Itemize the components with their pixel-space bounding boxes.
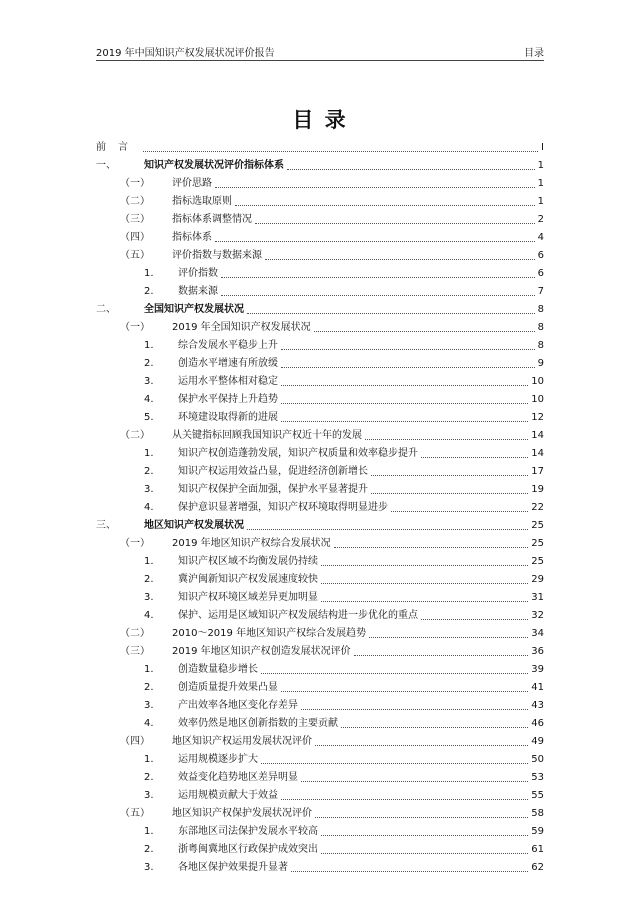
toc-entry-title: 地区知识产权运用发展状况评价 (172, 736, 312, 747)
toc-dot-leader (421, 619, 528, 620)
toc-dot-leader (281, 799, 528, 800)
toc-entry-number: 3. (144, 700, 154, 711)
toc-entry-page: 6 (537, 268, 544, 279)
toc-entry-number: 1. (144, 556, 154, 567)
toc-entry-title: 综合发展水平稳步上升 (178, 340, 278, 351)
toc-entry-page: 8 (537, 304, 544, 315)
toc-entry-number: 2. (144, 682, 154, 693)
toc-dot-leader (321, 853, 528, 854)
toc-entry-page: 59 (531, 826, 544, 837)
toc-dot-leader (281, 403, 528, 404)
toc-entry[interactable] (96, 805, 544, 823)
toc-entry-title: 运用规模逐步扩大 (178, 754, 258, 765)
toc-entry-number: 1. (144, 448, 154, 459)
toc-entry[interactable] (96, 283, 544, 301)
toc-entry-title: 指标体系调整情况 (172, 214, 252, 225)
toc-entry-title: 创造水平增速有所放缓 (178, 358, 278, 369)
toc-entry-number: 4. (144, 718, 154, 729)
toc-entry-number: 2. (144, 466, 154, 477)
toc-entry[interactable] (96, 301, 544, 319)
toc-dot-leader (281, 385, 528, 386)
toc-entry[interactable] (96, 733, 544, 751)
toc-dot-leader (301, 709, 528, 710)
toc-entry[interactable] (96, 787, 544, 805)
toc-dot-leader (321, 565, 528, 566)
toc-entry-title: 地区知识产权保护发展状况评价 (172, 808, 312, 819)
toc-entry-number: 三、 (96, 520, 116, 531)
toc-entry-title: 东部地区司法保护发展水平较高 (178, 826, 318, 837)
toc-entry-page: 29 (531, 574, 544, 585)
toc-entry[interactable] (96, 265, 544, 283)
toc-entry-title: 效率仍然是地区创新指数的主要贡献 (178, 718, 338, 729)
toc-entry-title: 运用水平整体相对稳定 (178, 376, 278, 387)
toc-dot-leader (371, 475, 528, 476)
toc-entry-number: 4. (144, 502, 154, 513)
toc-entry-title: 评价指数与数据来源 (172, 250, 262, 261)
toc-entry-title: 指标选取原则 (172, 196, 232, 207)
toc-entry-number: 2. (144, 286, 154, 297)
toc-entry[interactable] (96, 535, 544, 553)
toc-entry-title: 评价指数 (178, 268, 218, 279)
toc-entry-number: 1. (144, 826, 154, 837)
toc-entry-title: 各地区保护效果提升显著 (178, 862, 288, 873)
toc-entry-number: （一） (120, 538, 150, 549)
toc-entry-title: 知识产权创造蓬勃发展，知识产权质量和效率稳步提升 (178, 448, 418, 459)
toc-entry-title: 浙粤闽冀地区行政保护成效突出 (178, 844, 318, 855)
toc-dot-leader (314, 331, 535, 332)
toc-entry-number: （三） (120, 646, 150, 657)
page-header (96, 40, 544, 61)
toc-entry-title: 效益变化趋势地区差异明显 (178, 772, 298, 783)
toc-dot-leader (221, 295, 535, 296)
toc-entry-title: 2010～2019 年地区知识产权综合发展趋势 (172, 628, 367, 639)
toc-entry[interactable] (96, 625, 544, 643)
toc-entry-page: 8 (537, 322, 544, 333)
toc-entry-page: 8 (537, 340, 544, 351)
toc-entry-page: 32 (531, 610, 544, 621)
toc-entry-title: 保护水平保持上升趋势 (178, 394, 278, 405)
toc-entry-page: 14 (531, 448, 544, 459)
toc-entry-title: 全国知识产权发展状况 (144, 304, 244, 315)
toc-entry-number: （五） (120, 808, 150, 819)
toc-entry[interactable] (96, 193, 544, 211)
toc-entry-page: 25 (531, 538, 544, 549)
header-report-title: 2019 年中国知识产权发展状况评价报告 (96, 48, 275, 59)
toc-entry-page: 1 (537, 196, 544, 207)
toc-entry-title: 产出效率各地区变化存差异 (178, 700, 298, 711)
toc-entry-title: 知识产权环境区域差异更加明显 (178, 592, 318, 603)
toc-entry-number: 4. (144, 610, 154, 621)
toc-entry-title: 保护意识显著增强，知识产权环境取得明显进步 (178, 502, 388, 513)
toc-entry-page: 62 (531, 862, 544, 873)
toc-entry-number: （一） (120, 178, 150, 189)
toc-entry-title: 创造质量提升效果凸显 (178, 682, 278, 693)
toc-entry[interactable] (96, 571, 544, 589)
toc-entry-title: 指标体系 (172, 232, 212, 243)
toc-entry-number: 3. (144, 484, 154, 495)
toc-entry[interactable] (96, 373, 544, 391)
toc-entry-page: 46 (531, 718, 544, 729)
page-title: 目 录 (292, 108, 348, 132)
toc-entry-number: （二） (120, 628, 150, 639)
toc-entry-page: 25 (531, 520, 544, 531)
header-section-label: 目录 (524, 48, 544, 59)
toc-dot-leader (281, 367, 535, 368)
toc-entry-title: 环境建设取得新的进展 (178, 412, 278, 423)
toc-entry-page: 55 (531, 790, 544, 801)
toc-entry[interactable] (96, 139, 544, 157)
toc-entry-number: 1. (144, 664, 154, 675)
toc-entry[interactable] (96, 211, 544, 229)
toc-entry-title: 数据来源 (178, 286, 218, 297)
toc-dot-leader (281, 421, 528, 422)
toc-entry[interactable] (96, 355, 544, 373)
toc-dot-leader (341, 727, 528, 728)
toc-dot-leader (334, 547, 529, 548)
toc-entry-page: 50 (531, 754, 544, 765)
toc-entry-page: 6 (537, 250, 544, 261)
toc-dot-leader (261, 763, 528, 764)
toc-dot-leader (255, 223, 535, 224)
toc-dot-leader (321, 835, 528, 836)
toc-entry-number: 3. (144, 790, 154, 801)
toc-entry-page: 49 (531, 736, 544, 747)
toc-entry-page: 34 (531, 628, 544, 639)
toc-entry[interactable] (96, 715, 544, 733)
toc-entry-page: 19 (531, 484, 544, 495)
toc-entry-number: 2. (144, 772, 154, 783)
toc-entry[interactable] (96, 679, 544, 697)
toc-entry[interactable] (96, 391, 544, 409)
toc-entry[interactable] (96, 517, 544, 535)
toc-entry-number: （五） (120, 250, 150, 261)
toc-entry-title: 冀沪闽新知识产权发展速度较快 (178, 574, 318, 585)
toc-dot-leader (247, 529, 528, 530)
toc-entry[interactable] (96, 751, 544, 769)
toc-entry-number: （二） (120, 196, 150, 207)
toc-entry-page: 25 (531, 556, 544, 567)
toc-entry-title: 2019 年地区知识产权综合发展状况 (172, 538, 331, 549)
toc-entry-number: 1. (144, 340, 154, 351)
toc-entry-page: 7 (537, 286, 544, 297)
toc-entry[interactable] (96, 445, 544, 463)
toc-entry[interactable] (96, 409, 544, 427)
toc-entry[interactable] (96, 157, 544, 175)
toc-entry-number: 5. (144, 412, 154, 423)
toc-entry-number: （一） (120, 322, 150, 333)
toc-dot-leader (287, 169, 535, 170)
toc-entry-page: 12 (531, 412, 544, 423)
toc-entry-number: 1. (144, 268, 154, 279)
toc-entry[interactable] (96, 463, 544, 481)
toc-entry-number: 一、 (96, 160, 116, 171)
toc-entry-title: 2019 年地区知识产权创造发展状况评价 (172, 646, 351, 657)
toc-entry[interactable] (96, 319, 544, 337)
toc-entry[interactable] (96, 337, 544, 355)
toc-dot-leader (315, 745, 528, 746)
toc-entry[interactable] (96, 229, 544, 247)
toc-entry-title: 2019 年全国知识产权发展状况 (172, 322, 311, 333)
toc-entry-page: 31 (531, 592, 544, 603)
toc-dot-leader (247, 313, 535, 314)
toc-entry[interactable] (96, 589, 544, 607)
toc-dot-leader (365, 439, 528, 440)
toc-entry-number: 3. (144, 862, 154, 873)
toc-dot-leader (321, 583, 528, 584)
toc-entry-number: （三） (120, 214, 150, 225)
toc-entry-number: （四） (120, 232, 150, 243)
toc-entry-number: 4. (144, 394, 154, 405)
toc-entry-page: 1 (537, 160, 544, 171)
toc-entry-page: 22 (531, 502, 544, 513)
toc-dot-leader (261, 673, 528, 674)
toc-dot-leader (281, 349, 535, 350)
toc-entry-title: 知识产权保护全面加强，保护水平显著提升 (178, 484, 368, 495)
toc-entry-number: 1. (144, 754, 154, 765)
toc-entry-title: 从关键指标回顾我国知识产权近十年的发展 (172, 430, 362, 441)
toc-entry-number: （二） (120, 430, 150, 441)
toc-entry[interactable] (96, 607, 544, 625)
toc-entry-page: 53 (531, 772, 544, 783)
toc-dot-leader (235, 205, 535, 206)
toc-entry[interactable] (96, 427, 544, 445)
toc-entry-number: 前言 (96, 142, 140, 153)
toc-dot-leader (301, 781, 528, 782)
toc-dot-leader (221, 277, 535, 278)
toc-dot-leader (369, 637, 528, 638)
toc-dot-leader (315, 817, 528, 818)
toc-entry-page: 36 (531, 646, 544, 657)
toc-dot-leader (354, 655, 529, 656)
toc-entry[interactable] (96, 769, 544, 787)
toc-dot-leader (281, 691, 528, 692)
toc-entry[interactable] (96, 823, 544, 841)
toc-entry-number: 二、 (96, 304, 116, 315)
toc-entry-page: 14 (531, 430, 544, 441)
toc-entry[interactable] (96, 661, 544, 679)
toc-entry-page: 2 (537, 214, 544, 225)
toc-entry-title: 运用规模贡献大于效益 (178, 790, 278, 801)
toc-entry[interactable] (96, 175, 544, 193)
toc-entry-number: 2. (144, 574, 154, 585)
toc-entry-page: 39 (531, 664, 544, 675)
toc-dot-leader (391, 511, 528, 512)
toc-entry-page: 41 (531, 682, 544, 693)
toc-entry-page: 10 (531, 376, 544, 387)
toc-entry-page: 9 (537, 358, 544, 369)
toc-entry-page: 43 (531, 700, 544, 711)
toc-dot-leader (291, 871, 528, 872)
toc-entry[interactable] (96, 859, 544, 877)
toc-entry-title: 知识产权区域不均衡发展仍持续 (178, 556, 318, 567)
toc-dot-leader (215, 187, 535, 188)
toc-dot-leader (265, 259, 535, 260)
toc-dot-leader (143, 151, 538, 152)
toc-entry-title: 知识产权运用效益凸显，促进经济创新增长 (178, 466, 368, 477)
table-of-contents (96, 139, 544, 877)
toc-dot-leader (421, 457, 528, 458)
toc-entry-page: I (541, 142, 544, 153)
toc-entry-number: （四） (120, 736, 150, 747)
toc-entry[interactable] (96, 499, 544, 517)
toc-entry[interactable] (96, 841, 544, 859)
toc-entry-title: 知识产权发展状况评价指标体系 (144, 160, 284, 171)
toc-entry-title: 保护、运用是区域知识产权发展结构进一步优化的重点 (178, 610, 418, 621)
toc-entry-number: 3. (144, 376, 154, 387)
toc-entry[interactable] (96, 553, 544, 571)
toc-entry-title: 评价思路 (172, 178, 212, 189)
toc-entry[interactable] (96, 247, 544, 265)
toc-entry-title: 地区知识产权发展状况 (144, 520, 244, 531)
toc-dot-leader (321, 601, 528, 602)
toc-entry-number: 3. (144, 592, 154, 603)
toc-dot-leader (371, 493, 528, 494)
toc-entry-number: 2. (144, 358, 154, 369)
toc-entry[interactable] (96, 697, 544, 715)
toc-entry-page: 61 (531, 844, 544, 855)
toc-dot-leader (215, 241, 535, 242)
toc-entry-page: 1 (537, 178, 544, 189)
toc-entry-page: 58 (531, 808, 544, 819)
toc-entry-title: 创造数量稳步增长 (178, 664, 258, 675)
toc-entry-page: 4 (537, 232, 544, 243)
toc-entry[interactable] (96, 481, 544, 499)
toc-entry-page: 10 (531, 394, 544, 405)
toc-entry[interactable] (96, 643, 544, 661)
toc-entry-number: 2. (144, 844, 154, 855)
toc-entry-page: 17 (531, 466, 544, 477)
